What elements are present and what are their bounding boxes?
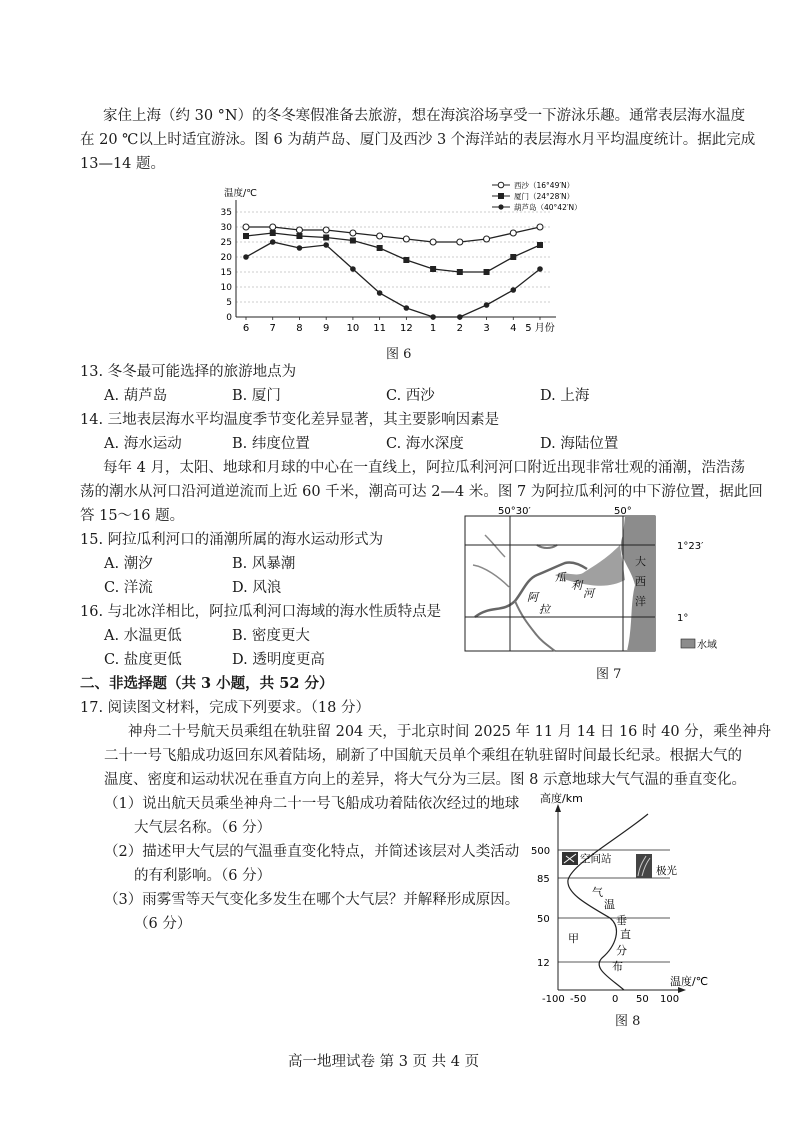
q16-option-b[interactable]: B. 密度更大 — [232, 628, 310, 644]
ytick-500: 500 — [531, 846, 551, 857]
question-16-stem: 16. 与北冰洋相比，阿拉瓜利河口海域的海水性质特点是 — [80, 604, 442, 620]
legend-label: 厦门（24°28′N） — [514, 192, 575, 201]
xtick-50: 50 — [636, 994, 649, 1005]
data-point — [297, 245, 303, 251]
y-tick-label: 20 — [220, 253, 232, 263]
ytick-50: 50 — [537, 914, 550, 925]
passage-2-line-3: 答 15～16 题。 — [80, 508, 185, 524]
legend-water-label: 水域 — [697, 640, 717, 651]
figure-7-caption: 图 7 — [596, 667, 622, 682]
data-point — [377, 233, 383, 239]
y-tick-label: 30 — [220, 223, 232, 233]
river-char-4: 利 — [571, 579, 582, 592]
data-point — [270, 224, 276, 230]
data-point — [510, 287, 516, 293]
x-tick-label: 1 — [429, 323, 437, 334]
x-tick-label: 8 — [296, 323, 303, 334]
legend-marker — [498, 193, 504, 199]
data-point — [377, 290, 383, 296]
q16-option-a[interactable]: A. 水温更低 — [104, 628, 182, 644]
xtick-minus100: -100 — [542, 994, 565, 1005]
q16-option-c[interactable]: C. 盐度更低 — [104, 652, 182, 668]
ocean-char-1: 大 — [635, 555, 646, 568]
passage-2-line-1: 每年 4 月，太阳、地球和月球的中心在一直线上，阿拉瓜利河河口附近出现非常壮观的涌潮，浩浩荡 — [103, 460, 745, 476]
aurora-label: 极光 — [656, 865, 677, 877]
ocean-char-3: 洋 — [635, 595, 646, 608]
q14-option-d[interactable]: D. 海陆位置 — [540, 436, 619, 452]
data-point — [377, 245, 383, 251]
q15-option-b[interactable]: B. 风暴潮 — [232, 556, 296, 572]
y-tick-label: 5 — [226, 298, 232, 308]
data-point — [323, 227, 329, 233]
data-point — [323, 235, 329, 241]
x-tick-label: 7 — [269, 323, 276, 334]
curve-char-4: 直 — [620, 928, 631, 941]
section-2-header: 二、非选择题（共 3 小题，共 52 分） — [80, 675, 334, 692]
data-point — [296, 233, 302, 239]
q14-option-c[interactable]: C. 海水深度 — [386, 436, 464, 452]
q14-option-a[interactable]: A. 海水运动 — [104, 436, 182, 452]
data-point — [484, 269, 490, 275]
q17-sub3-line-2: （6 分） — [134, 916, 192, 932]
data-point — [243, 224, 249, 230]
q13-option-a[interactable]: A. 葫芦岛 — [104, 388, 168, 404]
data-point — [484, 236, 490, 242]
series-line — [246, 242, 540, 317]
data-point — [430, 239, 436, 245]
legend-label: 西沙（16°49′N） — [514, 181, 575, 190]
intro-line-3: 13—14 题。 — [80, 156, 166, 172]
x-tick-label: 3 — [483, 323, 490, 334]
data-point — [510, 254, 516, 260]
x-tick-label: 2 — [456, 323, 464, 334]
ocean-char-2: 西 — [635, 575, 646, 588]
ytick-12: 12 — [537, 958, 550, 969]
q17-sub1-line-2: 大气层名称。（6 分） — [134, 820, 272, 836]
data-point — [270, 239, 276, 245]
x-tick-label: 9 — [322, 323, 330, 334]
question-14-stem: 14. 三地表层海水平均温度季节变化差异显著，其主要影响因素是 — [80, 412, 500, 428]
q17-material-line-1: 神舟二十号航天员乘组在轨驻留 204 天，于北京时间 2025 年 11 月 14 日 16 时 40 分，乘坐神舟 — [128, 724, 772, 740]
lat-label-1: 1°23′ — [677, 541, 704, 552]
data-point — [403, 257, 409, 263]
q15-option-a[interactable]: A. 潮汐 — [104, 556, 153, 572]
q17-sub1-line-1: （1）说出航天员乘坐神舟二十一号飞船成功着陆依次经过的地球 — [104, 796, 520, 812]
q15-option-d[interactable]: D. 风浪 — [232, 580, 282, 596]
fig8-ylabel: 高度/km — [540, 792, 583, 805]
data-point — [403, 236, 409, 242]
curve-char-1: 气 — [592, 886, 603, 899]
data-point — [510, 230, 516, 236]
lat-label-2: 1° — [677, 613, 689, 624]
question-15-stem: 15. 阿拉瓜利河口的涌潮所属的海水运动形式为 — [80, 532, 384, 548]
lon-label-1: 50°30′ — [498, 506, 531, 517]
q13-option-b[interactable]: B. 厦门 — [232, 388, 281, 404]
data-point — [484, 302, 490, 308]
data-point — [537, 266, 543, 272]
curve-char-6: 布 — [612, 960, 623, 973]
figure-8-diagram — [520, 790, 720, 1005]
figure-7-map — [455, 505, 717, 673]
figure-6-chart — [210, 175, 582, 335]
x-tick-label: 12 — [399, 323, 413, 334]
intro-line-2: 在 20 ℃以上时适宜游泳。图 6 为葫芦岛、厦门及西沙 3 个海洋站的表层海水月平均温度统计。据此完成 — [80, 132, 756, 148]
data-point — [243, 254, 249, 260]
ytick-85: 85 — [537, 874, 550, 885]
curve-char-2: 温 — [604, 898, 615, 911]
x-tick-label: 6 — [242, 323, 250, 334]
legend-marker — [498, 182, 504, 188]
y-tick-label: 10 — [220, 283, 232, 293]
y-axis-arrow — [555, 804, 561, 812]
legend-water-swatch — [681, 639, 695, 648]
legend-marker — [498, 204, 503, 209]
x-tick-label: 10 — [346, 323, 360, 334]
data-point — [404, 305, 410, 311]
y-tick-label: 25 — [220, 238, 232, 248]
intro-line-1: 家住上海（约 30 °N）的冬冬寒假准备去旅游，想在海滨浴场享受一下游泳乐趣。通常表层海水温度 — [103, 108, 746, 124]
fig8-xlabel: 温度/℃ — [670, 975, 709, 988]
y-tick-label: 35 — [220, 208, 232, 218]
x-tick-label: 11 — [373, 323, 387, 334]
q17-sub3-line-1: （3）雨雾雪等天气变化多发生在哪个大气层？并解释形成原因。 — [104, 892, 520, 908]
q16-option-d[interactable]: D. 透明度更高 — [232, 652, 325, 668]
data-point — [430, 266, 436, 272]
curve-char-3: 垂 — [616, 914, 627, 927]
figure-6-caption: 图 6 — [386, 347, 412, 362]
xtick-0: 0 — [612, 994, 619, 1005]
q13-option-d[interactable]: D. 上海 — [540, 388, 590, 404]
xtick-minus50: -50 — [570, 994, 587, 1005]
data-point — [457, 239, 463, 245]
page-footer: 高一地理试卷 第 3 页 共 4 页 — [288, 1054, 480, 1070]
river-char-1: 阿 — [527, 591, 538, 604]
q17-sub2-line-1: （2）描述甲大气层的气温垂直变化特点，并简述该层对人类活动 — [104, 844, 520, 860]
y-tick-label: 15 — [220, 268, 232, 278]
data-point — [296, 227, 302, 233]
y-axis-label: 温度/℃ — [224, 188, 257, 199]
q17-material-line-3: 温度、密度和运动状况在垂直方向上的差异，将大气分为三层。图 8 示意地球大气气温的垂直变化。 — [104, 772, 746, 788]
passage-2-line-2: 荡的潮水从河口沿河道逆流而上近 60 千米，潮高可达 2—4 米。图 7 为阿拉瓜利河的中下游位置，据此回 — [80, 484, 763, 500]
river-char-3: 瓜 — [555, 571, 566, 584]
data-point — [243, 233, 249, 239]
river-char-5: 河 — [583, 587, 594, 600]
question-13-stem: 13. 冬冬最可能选择的旅游地点为 — [80, 364, 297, 380]
q15-option-c[interactable]: C. 洋流 — [104, 580, 153, 596]
xtick-100: 100 — [660, 994, 680, 1005]
q14-option-b[interactable]: B. 纬度位置 — [232, 436, 310, 452]
q13-option-c[interactable]: C. 西沙 — [386, 388, 435, 404]
data-point — [537, 224, 543, 230]
question-17-stem: 17. 阅读图文材料，完成下列要求。（18 分） — [80, 700, 370, 716]
q17-sub2-line-2: 的有利影响。（6 分） — [134, 868, 272, 884]
data-point — [350, 266, 356, 272]
q17-material-line-2: 二十一号飞船成功返回东风着陆场，刷新了中国航天员单个乘组在轨驻留时间最长纪录。根据大气的 — [104, 748, 742, 764]
figure-8-caption: 图 8 — [615, 1014, 641, 1029]
river-char-2: 拉 — [539, 603, 550, 616]
data-point — [350, 230, 356, 236]
data-point — [457, 269, 463, 275]
series-line — [246, 233, 540, 272]
x-tick-label: 5 月份 — [525, 323, 555, 334]
x-tick-label: 4 — [510, 323, 517, 334]
lon-label-2: 50° — [614, 506, 632, 517]
legend-label: 葫芦岛（40°42′N） — [514, 203, 582, 212]
data-point — [323, 242, 329, 248]
data-point — [350, 238, 356, 244]
curve-char-5: 分 — [616, 944, 627, 957]
layer-jia-label: 甲 — [568, 932, 579, 945]
y-tick-label: 0 — [226, 313, 232, 323]
data-point — [537, 242, 543, 248]
data-point — [270, 230, 276, 236]
space-station-label: 空间站 — [580, 853, 612, 865]
